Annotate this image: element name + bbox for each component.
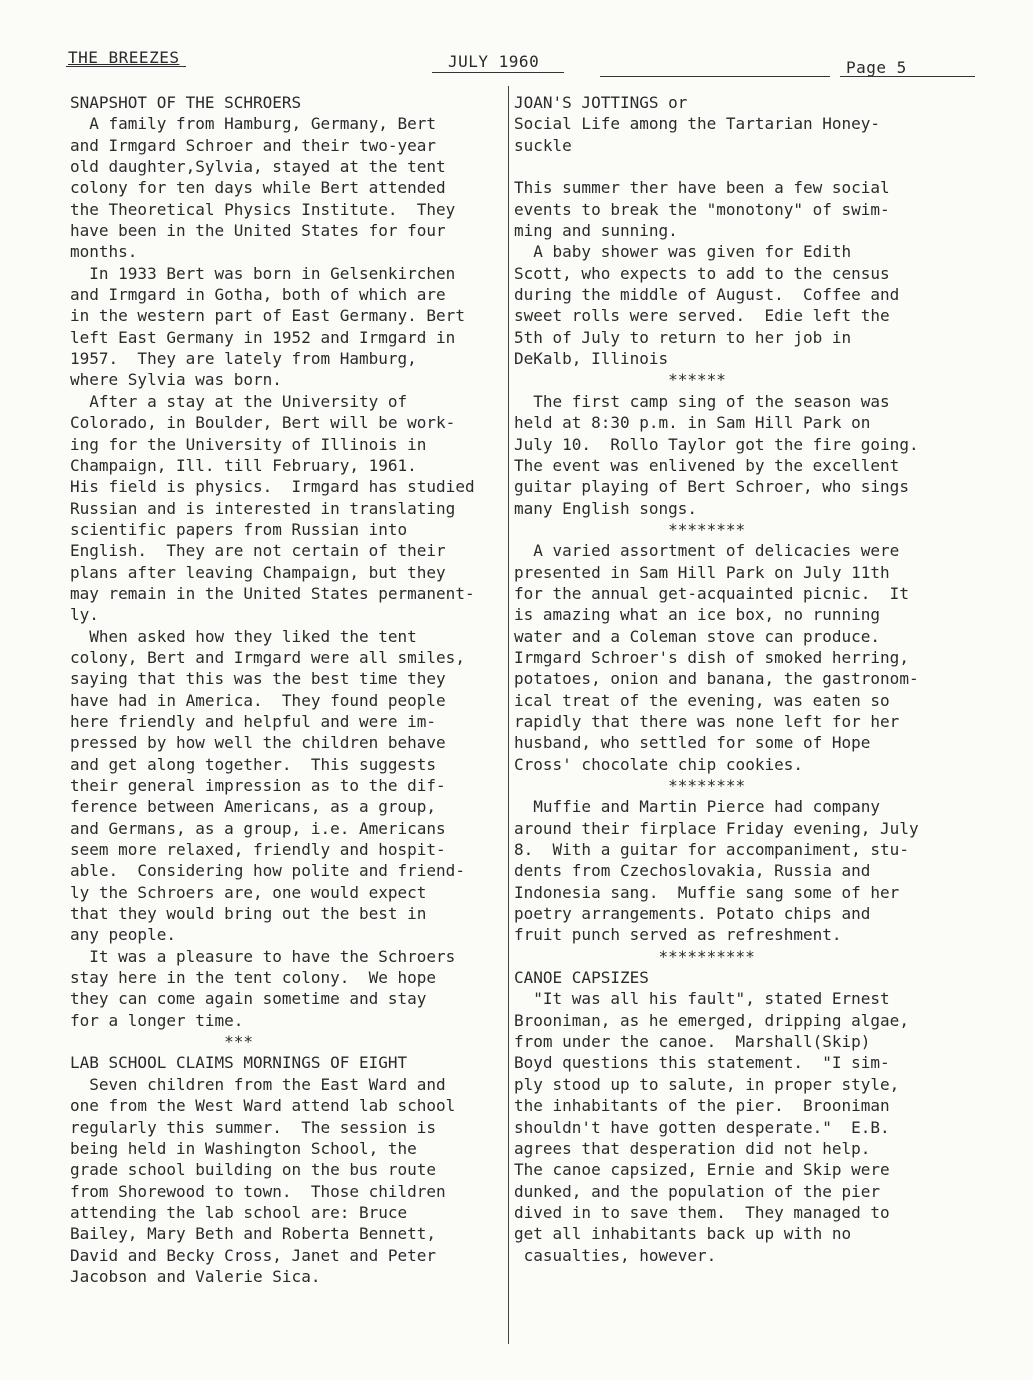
left-column-line: Seven children from the East Ward and: [70, 1074, 446, 1094]
right-column-line: poetry arrangements. Potato chips and: [514, 904, 871, 924]
right-column-line: Brooniman, as he emerged, dripping algae,: [514, 1010, 909, 1030]
right-column-line: dunked, and the population of the pier: [514, 1181, 881, 1201]
left-column-line: ***: [70, 1032, 254, 1052]
left-column-line: pressed by how well the children behave: [70, 733, 446, 753]
left-column-line: LAB SCHOOL CLAIMS MORNINGS OF EIGHT: [70, 1053, 408, 1073]
right-column-line: husband, who settled for some of Hope: [514, 733, 871, 753]
left-column-line: may remain in the United States permanent-: [70, 583, 475, 603]
left-column-line: SNAPSHOT OF THE SCHROERS: [70, 93, 302, 112]
right-column-line: potatoes, onion and banana, the gastronom-: [514, 669, 919, 689]
right-column-line: The canoe capsized, Ernie and Skip were: [514, 1160, 890, 1180]
left-column-line: old daughter,Sylvia, stayed at the tent: [70, 157, 446, 177]
right-column-line: for the annual get-acquainted picnic. It: [514, 583, 909, 603]
left-column-line: grade school building on the bus route: [70, 1160, 437, 1180]
right-column-line: ********: [514, 519, 746, 539]
left-column-line: His field is physics. Irmgard has studied: [70, 477, 475, 497]
left-column-line: they can come again sometime and stay: [70, 989, 427, 1009]
left-column: [70, 92, 506, 1287]
left-column-line: saying that this was the best time they: [70, 669, 446, 689]
right-column-line: Indonesia sang. Muffie sang some of her: [514, 882, 900, 902]
left-column-line: Jacobson and Valerie Sica.: [70, 1266, 321, 1286]
left-column-line: David and Becky Cross, Janet and Peter: [70, 1245, 437, 1265]
right-column-line: The event was enlivened by the excellent: [514, 455, 900, 475]
left-column-line: that they would bring out the best in: [70, 904, 427, 924]
right-column: [514, 92, 970, 1266]
right-column-line: rapidly that there was none left for her: [514, 711, 900, 731]
left-column-line: from Shorewood to town. Those children: [70, 1181, 446, 1201]
left-column-line: here friendly and helpful and were im-: [70, 711, 437, 731]
right-column-line: 5th of July to return to her job in: [514, 327, 852, 347]
right-column-line: is amazing what an ice box, no running: [514, 605, 881, 625]
left-column-line: where Sylvia was born.: [70, 370, 282, 390]
right-column-line: fruit punch served as refreshment.: [514, 925, 842, 945]
right-column-line: dived in to save them. They managed to: [514, 1202, 890, 1222]
right-column-line: many English songs.: [514, 498, 698, 518]
right-column-line: Scott, who expects to add to the census: [514, 263, 890, 283]
left-column-line: and Irmgard Schroer and their two-year: [70, 135, 437, 155]
right-column-line: Irmgard Schroer's dish of smoked herring,: [514, 647, 909, 667]
left-column-line: A family from Hamburg, Germany, Bert: [70, 114, 437, 134]
right-column-line: Boyd questions this statement. "I sim-: [514, 1053, 890, 1073]
right-column-line: from under the canoe. Marshall(Skip): [514, 1032, 871, 1052]
left-column-line: ing for the University of Illinois in: [70, 434, 427, 454]
left-column-line: colony for ten days while Bert attended: [70, 178, 446, 198]
right-column-line: Social Life among the Tartarian Honey-: [514, 114, 881, 134]
right-column-line: July 10. Rollo Taylor got the fire going.: [514, 434, 919, 454]
right-column-line: held at 8:30 p.m. in Sam Hill Park on: [514, 413, 871, 433]
right-column-line: ical treat of the evening, was eaten so: [514, 690, 890, 710]
left-column-line: and get along together. This suggests: [70, 754, 437, 774]
left-column-line: being held in Washington School, the: [70, 1138, 417, 1158]
left-column-line: the Theoretical Physics Institute. They: [70, 199, 456, 219]
right-column-line: shouldn't have gotten desperate." E.B.: [514, 1117, 890, 1137]
left-column-line: left East Germany in 1952 and Irmgard in: [70, 327, 456, 347]
issue-date: JULY 1960: [448, 52, 540, 71]
header-rule-center: [432, 72, 564, 73]
right-column-line: ******: [514, 370, 726, 390]
left-column-line: and Irmgard in Gotha, both of which are: [70, 285, 446, 305]
left-column-line: 1957. They are lately from Hamburg,: [70, 349, 417, 369]
left-column-line: Bailey, Mary Beth and Roberta Bennett,: [70, 1224, 437, 1244]
left-column-line: one from the West Ward attend lab school: [70, 1096, 456, 1116]
right-column-line: [514, 156, 970, 177]
left-column-line: their general impression as to the dif-: [70, 776, 446, 795]
right-column-line: This summer ther have been a few social: [514, 178, 890, 198]
left-column-line: scientific papers from Russian into: [70, 519, 408, 539]
left-column-line: Russian and is interested in translating: [70, 498, 456, 518]
page-number: Page 5: [846, 58, 907, 77]
right-column-line: casualties, however.: [514, 1245, 717, 1265]
left-column-line: Colorado, in Boulder, Bert will be work-: [70, 413, 456, 433]
right-column-line: JOAN'S JOTTINGS or: [514, 93, 688, 112]
left-column-line: for a longer time.: [70, 1010, 244, 1030]
left-column-line: colony, Bert and Irmgard were all smiles,: [70, 647, 465, 667]
left-column-line: seem more relaxed, friendly and hospit-: [70, 840, 446, 860]
right-column-line: dents from Czechoslovakia, Russia and: [514, 861, 871, 881]
left-column-line: stay here in the tent colony. We hope: [70, 968, 437, 988]
left-column-line: have been in the United States for four: [70, 221, 446, 241]
right-column-line: suckle: [514, 135, 572, 155]
left-column-line: English. They are not certain of their: [70, 541, 446, 561]
left-column-line: have had in America. They found people: [70, 690, 446, 710]
right-column-line: Muffie and Martin Pierce had company: [514, 797, 881, 817]
left-column-line: regularly this summer. The session is: [70, 1117, 437, 1137]
header-rule-middle: [600, 76, 830, 77]
left-column-line: in the western part of East Germany. Bert: [70, 306, 465, 326]
right-column-line: ming and sunning.: [514, 221, 678, 241]
left-column-line: It was a pleasure to have the Schroers: [70, 946, 456, 966]
left-column-line: and Germans, as a group, i.e. Americans: [70, 818, 446, 838]
right-column-line: presented in Sam Hill Park on July 11th: [514, 562, 890, 582]
header-rule-right: [840, 76, 975, 77]
right-column-line: get all inhabitants back up with no: [514, 1224, 852, 1244]
right-column-line: A varied assortment of delicacies were: [514, 541, 900, 561]
left-column-line: plans after leaving Champaign, but they: [70, 562, 446, 582]
right-column-line: DeKalb, Illinois: [514, 349, 669, 369]
left-column-line: After a stay at the University of: [70, 391, 408, 411]
left-column-line: When asked how they liked the tent: [70, 626, 417, 646]
left-column-line: In 1933 Bert was born in Gelsenkirchen: [70, 263, 456, 283]
column-divider: [508, 86, 509, 1344]
right-column-line: CANOE CAPSIZES: [514, 968, 649, 988]
right-column-line: The first camp sing of the season was: [514, 391, 890, 411]
right-column-line: guitar playing of Bert Schroer, who sings: [514, 477, 909, 497]
left-column-line: attending the lab school are: Bruce: [70, 1202, 408, 1222]
right-column-line: agrees that desperation did not help.: [514, 1138, 871, 1158]
left-column-line: any people.: [70, 925, 176, 945]
right-column-line: during the middle of August. Coffee and: [514, 285, 900, 305]
left-column-line: ference between Americans, as a group,: [70, 797, 437, 817]
right-column-line: Cross' chocolate chip cookies.: [514, 754, 803, 774]
left-column-line: months.: [70, 242, 138, 262]
right-column-line: around their firplace Friday evening, July: [514, 818, 919, 838]
right-column-line: "It was all his fault", stated Ernest: [514, 989, 890, 1009]
right-column-line: ply stood up to salute, in proper style,: [514, 1074, 900, 1094]
right-column-line: sweet rolls were served. Edie left the: [514, 306, 890, 326]
header-rule-left: [66, 66, 186, 67]
right-column-line: **********: [514, 946, 755, 966]
right-column-line: 8. With a guitar for accompaniment, stu-: [514, 840, 909, 860]
right-column-line: ********: [514, 776, 746, 795]
right-column-line: water and a Coleman stove can produce.: [514, 626, 881, 646]
right-column-line: A baby shower was given for Edith: [514, 242, 852, 262]
left-column-line: ly the Schroers are, one would expect: [70, 882, 427, 902]
right-column-line: the inhabitants of the pier. Brooniman: [514, 1096, 890, 1116]
left-column-line: able. Considering how polite and friend-: [70, 861, 465, 881]
newsletter-title: THE BREEZES: [68, 48, 180, 67]
left-column-line: Champaign, Ill. till February, 1961.: [70, 455, 417, 475]
right-column-line: events to break the "monotony" of swim-: [514, 199, 890, 219]
left-column-line: ly.: [70, 605, 99, 625]
